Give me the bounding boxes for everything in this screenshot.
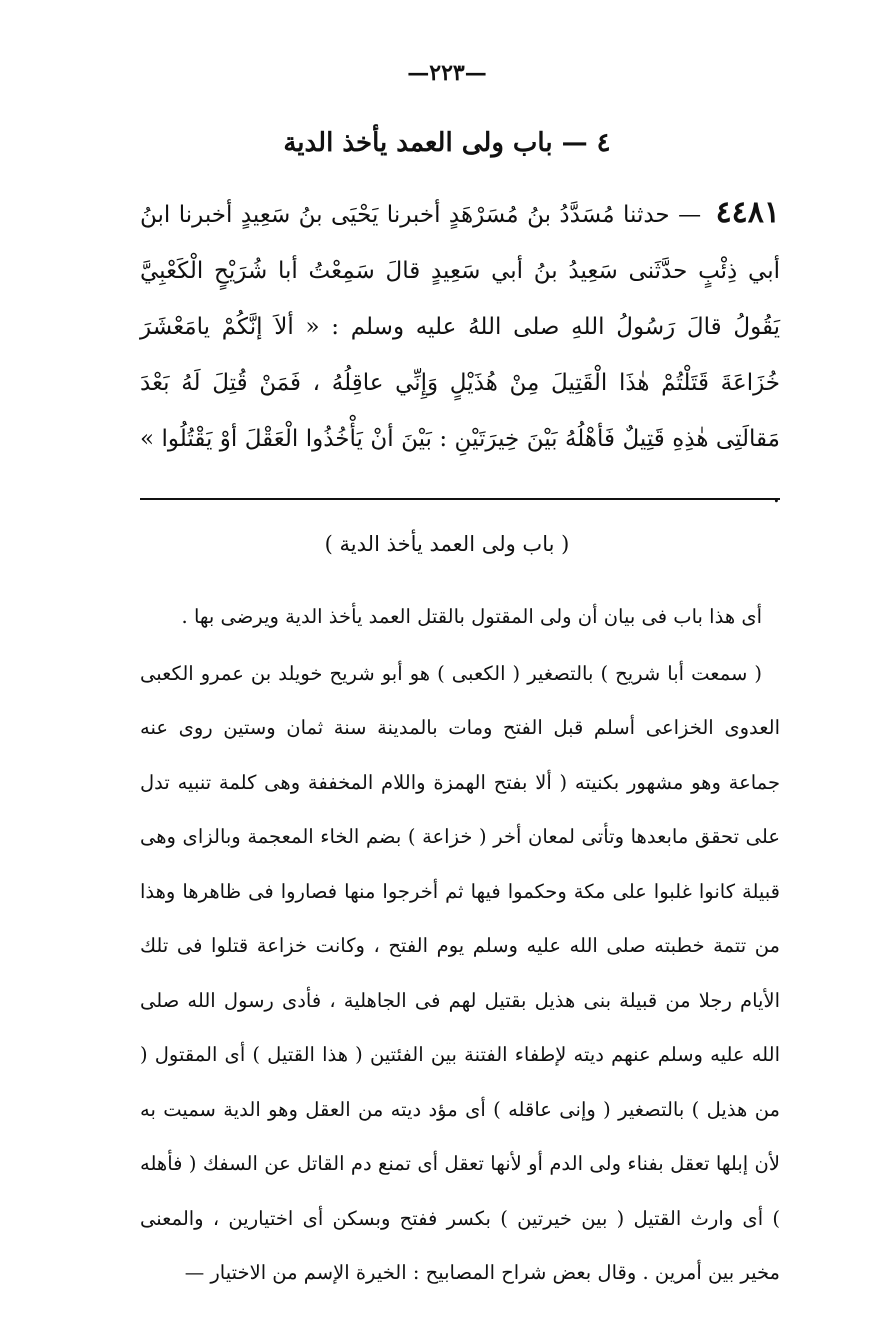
page-number: —٢٢٣—: [407, 60, 487, 86]
hadith-text: — حدثنا مُسَدَّدُ بنُ مُسَرْهَدٍ أخبرنا يَحْيَى بنُ سَعِيدٍ أخبرنا ابنُ أبي ذِئْبٍ حدَّثَنى سَعِيدُ بنُ أبي سَعِيدٍ قالَ سَمِعْتُ أبا شُرَيْحٍ الْكَعْبِيَّ يَقُولُ قالَ رَسُولُ اللهِ صلى اللهُ عليه وسلم : « ألاَ إنَّكُمْ يامَعْشَرَ خُزَاعَةَ قَتَلْتُمْ هٰذَا الْقَتِيلَ مِنْ هُذَيْلٍ وَإِنِّي عاقِلُهُ ، فَمَنْ قُتِلَ لَهُ بَعْدَ مَقالَتِى هٰذِهِ قَتِيلٌ فَأهْلُهُ بَيْنَ خِيرَتَيْنِ : بَيْنَ أنْ يَأْخُذُوا الْعَقْلَ أوْ يَقْتُلُوا » .: [140, 202, 780, 508]
commentary-paragraph: أى هذا باب فى بيان أن ولى المقتول بالقتل العمد يأخذ الدية ويرضى بها .: [181, 605, 762, 628]
commentary-heading: ( باب ولى العمد يأخذ الدية ): [324, 532, 570, 556]
hadith-text-block: [140, 185, 780, 523]
section-divider: [140, 498, 780, 500]
hadith-number: ٤٤٨١: [715, 195, 781, 230]
chapter-title: ٤ — باب ولى العمد يأخذ الدية: [283, 128, 611, 158]
commentary-text-block: [140, 590, 780, 1301]
commentary-paragraph: ( سمعت أبا شريح ) بالتصغير ( الكعبى ) هو أبو شريح خويلد بن عمرو الكعبى العدوى الخزاعى أسلم قبل الفتح ومات بالمدينة سنة ثمان وستين روى عنه جماعة وهو مشهور بكنيته ( ألا بفتح الهمزة واللام المخففة وهى كلمة تنبيه تدل على تحقق مابعدها وتأتى لمعان أخر ( خزاعة ) بضم الخاء المعجمة وبالزاى وهى قبيلة كانوا غلبوا على مكة وحكموا فيها ثم أخرجوا منها فصاروا فى ظاهرها وهذا من تتمة خطبته صلى الله عليه وسلم يوم الفتح ، وكانت خزاعة قتلوا فى تلك الأيام رجلا من قبيلة بنى هذيل بقتيل لهم فى الجاهلية ، فأدى رسول الله صلى الله عليه وسلم عنهم ديته لإطفاء الفتنة بين الفئتين ( هذا القتيل ) أى المقتول ( من هذيل ) بالتصغير ( وإنى عاقله ) أى مؤد ديته من العقل وهو الدية سميت به لأن إبلها تعقل بفناء ولى الدم أو لأنها تعقل أى تمنع دم القاتل عن السفك ( فأهله ) أى وارث القتيل ( بين خيرتين ) بكسر ففتح وبسكن أى اختيارين ، والمعنى مخير بين أمرين . وقال بعض شراح المصابيح : الخيرة الإسم من الاختيار —: [140, 661, 780, 1284]
